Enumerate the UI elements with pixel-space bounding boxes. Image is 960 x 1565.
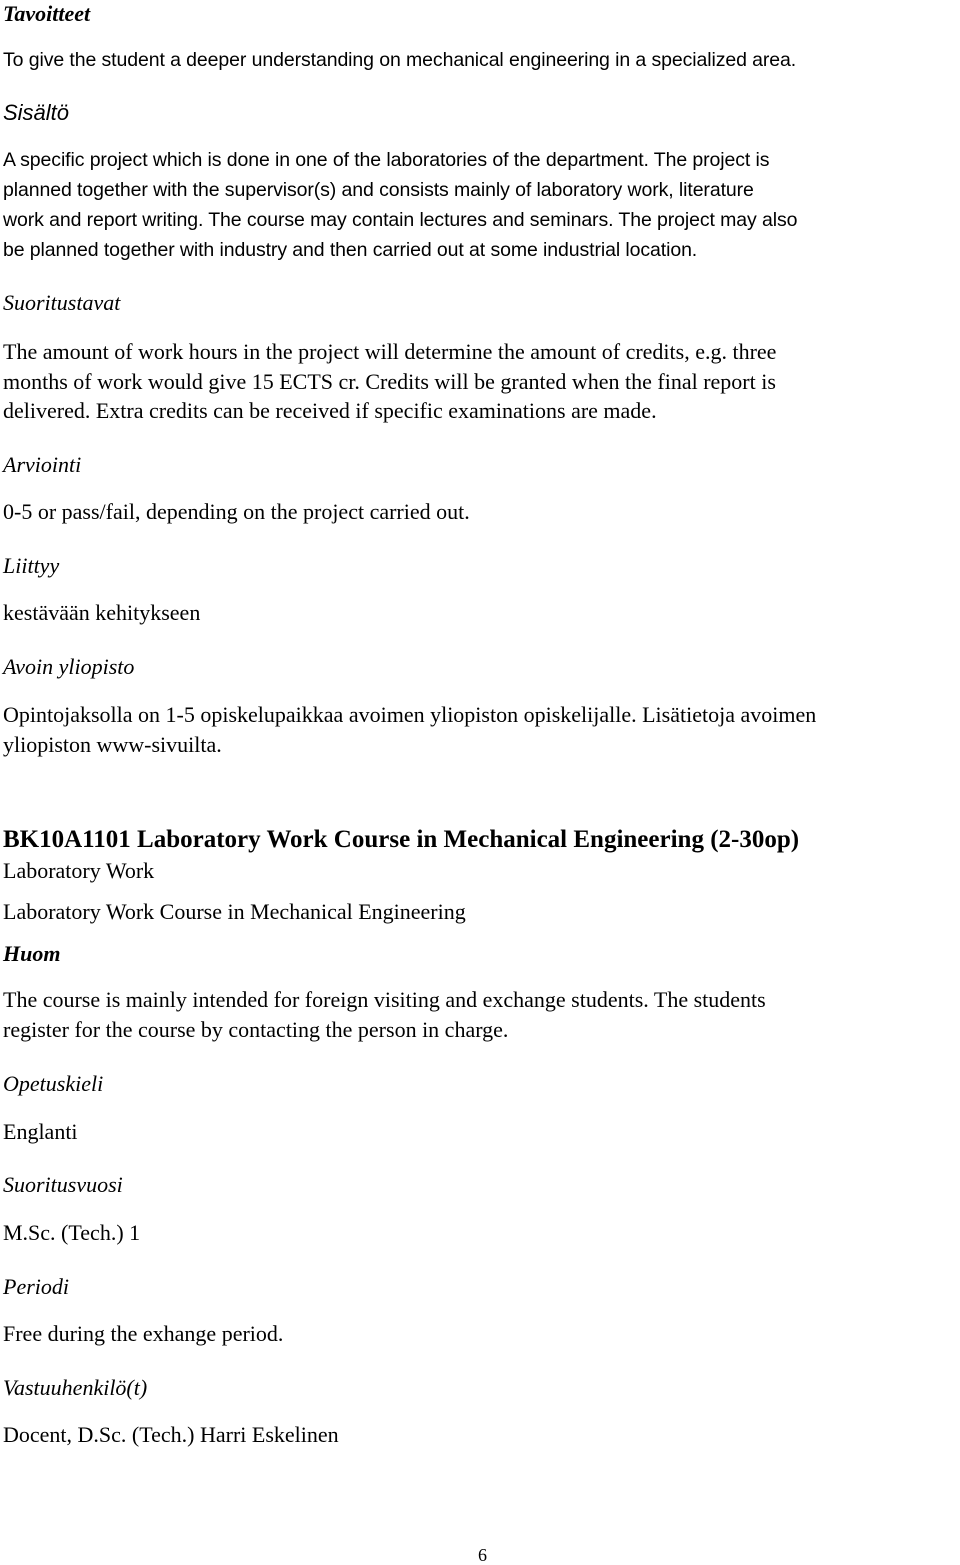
- heading-suoritustavat: Suoritustavat: [3, 290, 121, 315]
- heading-sisalto: Sisältö: [3, 100, 70, 125]
- text-line: yliopiston www-sivuilta.: [3, 731, 222, 757]
- heading-avoin-yliopisto: Avoin yliopisto: [3, 654, 135, 679]
- text-arviointi: 0-5 or pass/fail, depending on the project carried out.: [3, 499, 470, 524]
- heading-huom: Huom: [3, 941, 61, 966]
- text-line: work and report writing. The course may contain lectures and seminars. The project may also: [3, 209, 798, 231]
- heading-liittyy: Liittyy: [3, 553, 60, 578]
- heading-opetuskieli: Opetuskieli: [3, 1071, 104, 1096]
- paragraph-avoin-yliopisto: [3, 700, 959, 759]
- paragraph-tavoitteet: [3, 45, 959, 75]
- paragraph-huom: [3, 985, 959, 1044]
- text-opetuskieli: Englanti: [3, 1119, 78, 1144]
- text-periodi: Free during the exhange period.: [3, 1321, 284, 1346]
- text-line: Opintojaksolla on 1-5 opiskelupaikkaa avoimen yliopiston opiskelijalle. Lisätietoja avoimen: [3, 702, 817, 727]
- heading-suoritusvuosi: Suoritusvuosi: [3, 1172, 123, 1197]
- heading-arviointi: Arviointi: [3, 452, 82, 477]
- paragraph-suoritustavat: [3, 337, 959, 426]
- text-line: be planned together with industry and then carried out at some industrial location.: [3, 239, 698, 261]
- text-line: The amount of work hours in the project will determine the amount of credits, e.g. three: [3, 339, 777, 364]
- heading-tavoitteet: Tavoitteet: [3, 1, 91, 26]
- text-suoritusvuosi: M.Sc. (Tech.) 1: [3, 1220, 141, 1245]
- text-line: delivered. Extra credits can be received if specific examinations are made.: [3, 398, 657, 423]
- page-number: 6: [478, 1545, 487, 1565]
- course-short-name: Laboratory Work: [3, 858, 155, 883]
- text-line: To give the student a deeper understanding on mechanical engineering in a specialized area.: [3, 49, 797, 71]
- text-line: planned together with the supervisor(s) and consists mainly of laboratory work, literature: [3, 179, 754, 201]
- text-line: The course is mainly intended for foreign visiting and exchange students. The students: [3, 987, 766, 1012]
- text-line: register for the course by contacting the person in charge.: [3, 1016, 509, 1042]
- text-line: months of work would give 15 ECTS cr. Credits will be granted when the final report is: [3, 368, 776, 394]
- course-full-name: Laboratory Work Course in Mechanical Engineering: [3, 899, 466, 924]
- text-liittyy: kestävään kehitykseen: [3, 600, 201, 625]
- text-vastuuhenkilot: Docent, D.Sc. (Tech.) Harri Eskelinen: [3, 1422, 339, 1447]
- heading-vastuuhenkilot: Vastuuhenkilö(t): [3, 1375, 148, 1400]
- course-title: BK10A1101 Laboratory Work Course in Mechanical Engineering (2-30op): [3, 826, 800, 853]
- paragraph-sisalto: [3, 145, 959, 265]
- heading-periodi: Periodi: [3, 1274, 69, 1299]
- text-line: A specific project which is done in one of the laboratories of the department. The project is: [3, 149, 770, 171]
